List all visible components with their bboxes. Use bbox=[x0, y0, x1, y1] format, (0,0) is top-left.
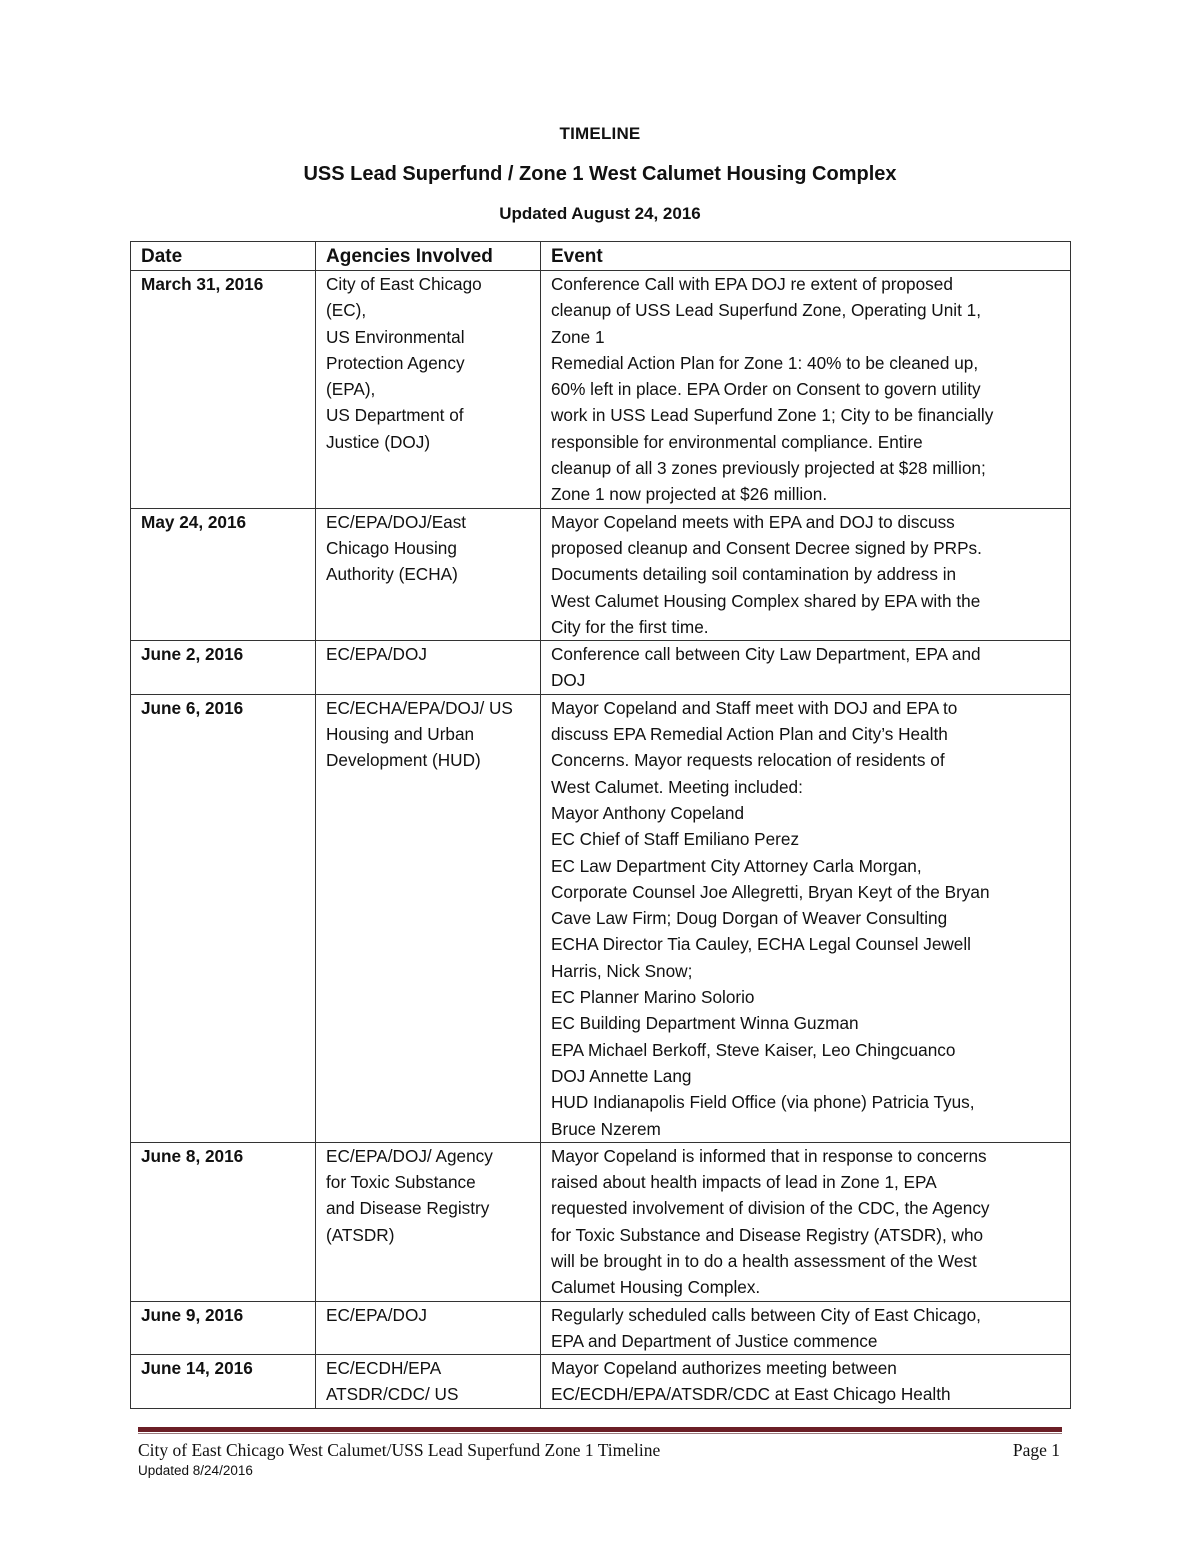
agencies-line: EC/EPA/DOJ bbox=[326, 1304, 427, 1325]
agencies-line: Chicago Housing bbox=[326, 537, 457, 558]
footer-doc-title: City of East Chicago West Calumet/USS Lead Superfund Zone 1 Timeline bbox=[138, 1440, 661, 1460]
event-line: Concerns. Mayor requests relocation of residents of bbox=[551, 750, 945, 771]
column-header-agencies: Agencies Involved bbox=[316, 242, 541, 271]
document-updated-date: Updated August 24, 2016 bbox=[499, 204, 701, 223]
footer-page-number: Page 1 bbox=[1012, 1440, 1060, 1460]
date-cell: March 31, 2016 bbox=[131, 271, 316, 509]
document-subtitle: USS Lead Superfund / Zone 1 West Calumet Housing Complex bbox=[303, 163, 897, 185]
date-cell: June 2, 2016 bbox=[131, 641, 316, 695]
agencies-cell bbox=[316, 1142, 541, 1301]
agencies-line: EC/EPA/DOJ/East bbox=[326, 511, 467, 532]
event-line: EC Chief of Staff Emiliano Perez bbox=[551, 829, 800, 850]
event-line: Bruce Nzerem bbox=[551, 1118, 661, 1139]
event-line: responsible for environmental compliance. Entire bbox=[551, 431, 923, 452]
agencies-line: Housing and Urban bbox=[326, 724, 475, 745]
date-cell: June 9, 2016 bbox=[131, 1301, 316, 1355]
event-line: DOJ bbox=[551, 670, 586, 691]
event-line: Conference call between City Law Department, EPA and bbox=[551, 644, 981, 665]
document-title: TIMELINE bbox=[559, 124, 641, 143]
event-line: Documents detailing soil contamination by address in bbox=[551, 564, 957, 585]
table-row bbox=[131, 1301, 1071, 1355]
event-cell bbox=[541, 641, 1071, 695]
date-cell: June 14, 2016 bbox=[131, 1355, 316, 1409]
event-line: ECHA Director Tia Cauley, ECHA Legal Counsel Jewell bbox=[551, 934, 971, 955]
event-line: EPA Michael Berkoff, Steve Kaiser, Leo Chingcuanco bbox=[551, 1039, 956, 1060]
event-line: DOJ Annette Lang bbox=[551, 1065, 692, 1086]
event-line: Calumet Housing Complex. bbox=[551, 1277, 761, 1298]
table-header-row bbox=[131, 242, 1071, 271]
event-line: 60% left in place. EPA Order on Consent to govern utility bbox=[551, 379, 981, 400]
event-cell bbox=[541, 1142, 1071, 1301]
event-line: cleanup of USS Lead Superfund Zone, Operating Unit 1, bbox=[551, 300, 981, 321]
agencies-cell bbox=[316, 271, 541, 509]
event-line: will be brought in to do a health assessment of the West bbox=[551, 1250, 977, 1271]
agencies-line: US Department of bbox=[326, 405, 464, 426]
event-line: Cave Law Firm; Doug Dorgan of Weaver Consulting bbox=[551, 908, 948, 929]
event-line: for Toxic Substance and Disease Registry (ATSDR), who bbox=[551, 1224, 984, 1245]
agencies-cell bbox=[316, 641, 541, 695]
event-line: West Calumet. Meeting included: bbox=[551, 776, 803, 797]
event-line: Remedial Action Plan for Zone 1: 40% to be cleaned up, bbox=[551, 352, 979, 373]
table-row bbox=[131, 1142, 1071, 1301]
column-header-date: Date bbox=[131, 242, 316, 271]
footer-rule bbox=[138, 1427, 1062, 1432]
agencies-line: EC/ECDH/EPA bbox=[326, 1358, 442, 1379]
event-line: Harris, Nick Snow; bbox=[551, 960, 693, 981]
event-line: work in USS Lead Superfund Zone 1; City to be financially bbox=[551, 405, 994, 426]
event-line: EC Planner Marino Solorio bbox=[551, 987, 755, 1008]
event-line: Mayor Copeland authorizes meeting between bbox=[551, 1358, 897, 1379]
agencies-line: Authority (ECHA) bbox=[326, 564, 458, 585]
event-cell bbox=[541, 694, 1071, 1142]
agencies-line: Justice (DOJ) bbox=[326, 431, 431, 452]
event-line: West Calumet Housing Complex shared by EPA with the bbox=[551, 590, 981, 611]
event-line: EPA and Department of Justice commence bbox=[551, 1330, 878, 1351]
agencies-line: and Disease Registry bbox=[326, 1198, 490, 1219]
event-line: EC Law Department City Attorney Carla Morgan, bbox=[551, 855, 922, 876]
event-line: discuss EPA Remedial Action Plan and City’s Health bbox=[551, 724, 948, 745]
agencies-line: EC/ECHA/EPA/DOJ/ US bbox=[326, 697, 513, 718]
table-row bbox=[131, 271, 1071, 509]
event-cell bbox=[541, 1355, 1071, 1409]
agencies-line: (ATSDR) bbox=[326, 1224, 395, 1245]
agencies-line: Development (HUD) bbox=[326, 750, 481, 771]
agencies-line: (EC), bbox=[326, 300, 367, 321]
footer-rule-thin bbox=[138, 1433, 1062, 1434]
event-line: Zone 1 bbox=[551, 326, 605, 347]
table-row bbox=[131, 508, 1071, 640]
agencies-line: Protection Agency bbox=[326, 352, 465, 373]
event-line: Mayor Copeland meets with EPA and DOJ to discuss bbox=[551, 511, 955, 532]
agencies-cell bbox=[316, 1355, 541, 1409]
agencies-line: EC/EPA/DOJ/ Agency bbox=[326, 1145, 493, 1166]
event-line: City for the first time. bbox=[551, 616, 709, 637]
event-line: Mayor Copeland and Staff meet with DOJ and EPA to bbox=[551, 697, 958, 718]
event-line: HUD Indianapolis Field Office (via phone) Patricia Tyus, bbox=[551, 1092, 975, 1113]
event-line: proposed cleanup and Consent Decree signed by PRPs. bbox=[551, 537, 982, 558]
table-row bbox=[131, 641, 1071, 695]
agencies-line: for Toxic Substance bbox=[326, 1172, 476, 1193]
agencies-line: US Environmental bbox=[326, 326, 465, 347]
agencies-cell bbox=[316, 694, 541, 1142]
event-line: Zone 1 now projected at $26 million. bbox=[551, 484, 828, 505]
footer-updated: Updated 8/24/2016 bbox=[138, 1463, 253, 1478]
event-cell bbox=[541, 1301, 1071, 1355]
table-row bbox=[131, 694, 1071, 1142]
event-line: Corporate Counsel Joe Allegretti, Bryan Keyt of the Bryan bbox=[551, 881, 990, 902]
agencies-line: EC/EPA/DOJ bbox=[326, 644, 427, 665]
table-row bbox=[131, 1355, 1071, 1409]
event-line: requested involvement of division of the CDC, the Agency bbox=[551, 1198, 990, 1219]
agencies-cell bbox=[316, 508, 541, 640]
event-line: Regularly scheduled calls between City of East Chicago, bbox=[551, 1304, 981, 1325]
timeline-table bbox=[130, 241, 1071, 1409]
event-line: EC/ECDH/EPA/ATSDR/CDC at East Chicago Health bbox=[551, 1384, 951, 1405]
event-line: Conference Call with EPA DOJ re extent of proposed bbox=[551, 274, 953, 294]
agencies-line: City of East Chicago bbox=[326, 274, 482, 294]
date-cell: June 6, 2016 bbox=[131, 694, 316, 1142]
event-line: cleanup of all 3 zones previously projected at $28 million; bbox=[551, 458, 986, 479]
column-header-event: Event bbox=[541, 242, 1071, 271]
agencies-cell bbox=[316, 1301, 541, 1355]
date-cell: May 24, 2016 bbox=[131, 508, 316, 640]
event-cell bbox=[541, 271, 1071, 509]
event-line: raised about health impacts of lead in Zone 1, EPA bbox=[551, 1172, 937, 1193]
agencies-line: (EPA), bbox=[326, 379, 376, 400]
agencies-line: ATSDR/CDC/ US bbox=[326, 1384, 459, 1405]
event-line: Mayor Copeland is informed that in response to concerns bbox=[551, 1145, 987, 1166]
event-line: Mayor Anthony Copeland bbox=[551, 802, 745, 823]
event-line: EC Building Department Winna Guzman bbox=[551, 1013, 859, 1034]
date-cell: June 8, 2016 bbox=[131, 1142, 316, 1301]
event-cell bbox=[541, 508, 1071, 640]
